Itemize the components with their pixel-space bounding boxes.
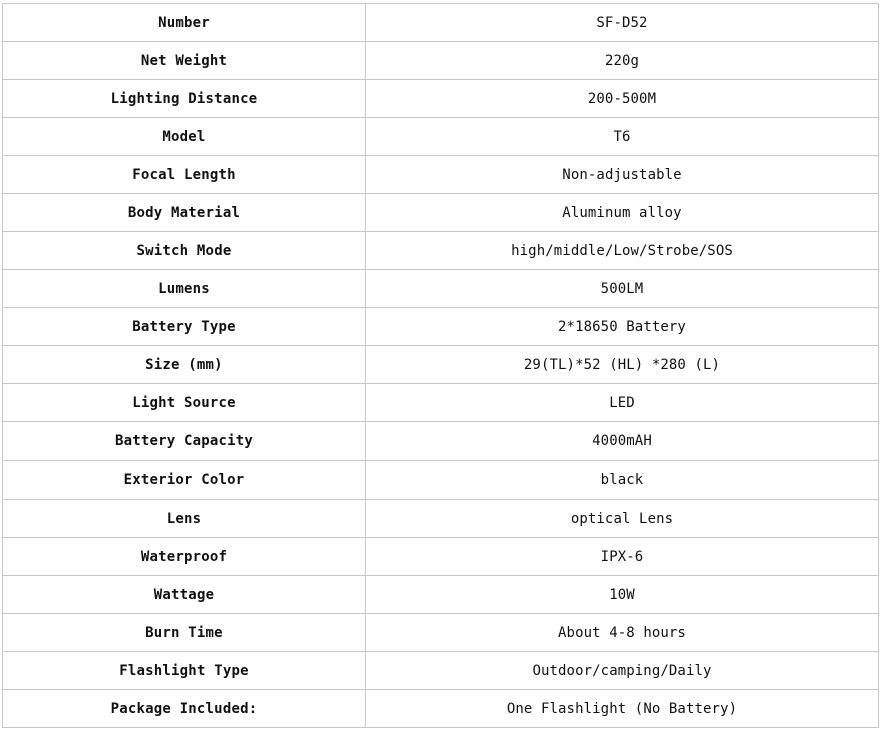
spec-label-burn-time: Burn Time xyxy=(3,614,366,652)
spec-label-wattage: Wattage xyxy=(3,576,366,614)
table-row xyxy=(3,652,879,690)
spec-label-model: Model xyxy=(3,118,366,156)
spec-value-light-source: LED xyxy=(366,384,879,422)
spec-label-light-source: Light Source xyxy=(3,384,366,422)
spec-value-lighting-distance: 200-500M xyxy=(366,80,879,118)
spec-value-lumens: 500LM xyxy=(366,270,879,308)
table-row xyxy=(3,80,879,118)
table-row xyxy=(3,576,879,614)
spec-value-model: T6 xyxy=(366,118,879,156)
table-row xyxy=(3,500,879,538)
table-row xyxy=(3,538,879,576)
spec-value-size: 29(TL)*52 (HL) *280 (L) xyxy=(366,346,879,384)
table-row xyxy=(3,232,879,270)
spec-label-lens: Lens xyxy=(3,500,366,538)
spec-value-wattage: 10W xyxy=(366,576,879,614)
spec-label-switch-mode: Switch Mode xyxy=(3,232,366,270)
spec-value-package-included: One Flashlight (No Battery) xyxy=(366,690,879,728)
spec-table-body xyxy=(3,4,879,728)
spec-value-burn-time: About 4-8 hours xyxy=(366,614,879,652)
spec-label-net-weight: Net Weight xyxy=(3,42,366,80)
spec-value-flashlight-type: Outdoor/camping/Daily xyxy=(366,652,879,690)
spec-value-lens: optical Lens xyxy=(366,500,879,538)
spec-label-body-material: Body Material xyxy=(3,194,366,232)
spec-value-battery-type: 2*18650 Battery xyxy=(366,308,879,346)
table-row xyxy=(3,308,879,346)
spec-value-focal-length: Non-adjustable xyxy=(366,156,879,194)
table-row xyxy=(3,4,879,42)
spec-label-size: Size (mm) xyxy=(3,346,366,384)
spec-label-exterior-color: Exterior Color xyxy=(3,461,366,500)
table-row xyxy=(3,690,879,728)
table-row xyxy=(3,194,879,232)
spec-label-focal-length: Focal Length xyxy=(3,156,366,194)
spec-value-battery-capacity: 4000mAH xyxy=(366,422,879,461)
spec-label-flashlight-type: Flashlight Type xyxy=(3,652,366,690)
table-row xyxy=(3,156,879,194)
table-row xyxy=(3,270,879,308)
spec-label-battery-capacity: Battery Capacity xyxy=(3,422,366,461)
spec-label-battery-type: Battery Type xyxy=(3,308,366,346)
table-row xyxy=(3,384,879,422)
table-row xyxy=(3,614,879,652)
spec-value-switch-mode: high/middle/Low/Strobe/SOS xyxy=(366,232,879,270)
spec-label-package-included: Package Included: xyxy=(3,690,366,728)
spec-value-net-weight: 220g xyxy=(366,42,879,80)
table-row xyxy=(3,346,879,384)
spec-label-waterproof: Waterproof xyxy=(3,538,366,576)
spec-label-lighting-distance: Lighting Distance xyxy=(3,80,366,118)
table-row xyxy=(3,118,879,156)
spec-value-exterior-color: black xyxy=(366,461,879,500)
spec-label-lumens: Lumens xyxy=(3,270,366,308)
spec-value-waterproof: IPX-6 xyxy=(366,538,879,576)
spec-table xyxy=(2,3,879,728)
table-row xyxy=(3,422,879,461)
table-row xyxy=(3,461,879,500)
table-row xyxy=(3,42,879,80)
spec-value-number: SF-D52 xyxy=(366,4,879,42)
spec-value-body-material: Aluminum alloy xyxy=(366,194,879,232)
spec-label-number: Number xyxy=(3,4,366,42)
